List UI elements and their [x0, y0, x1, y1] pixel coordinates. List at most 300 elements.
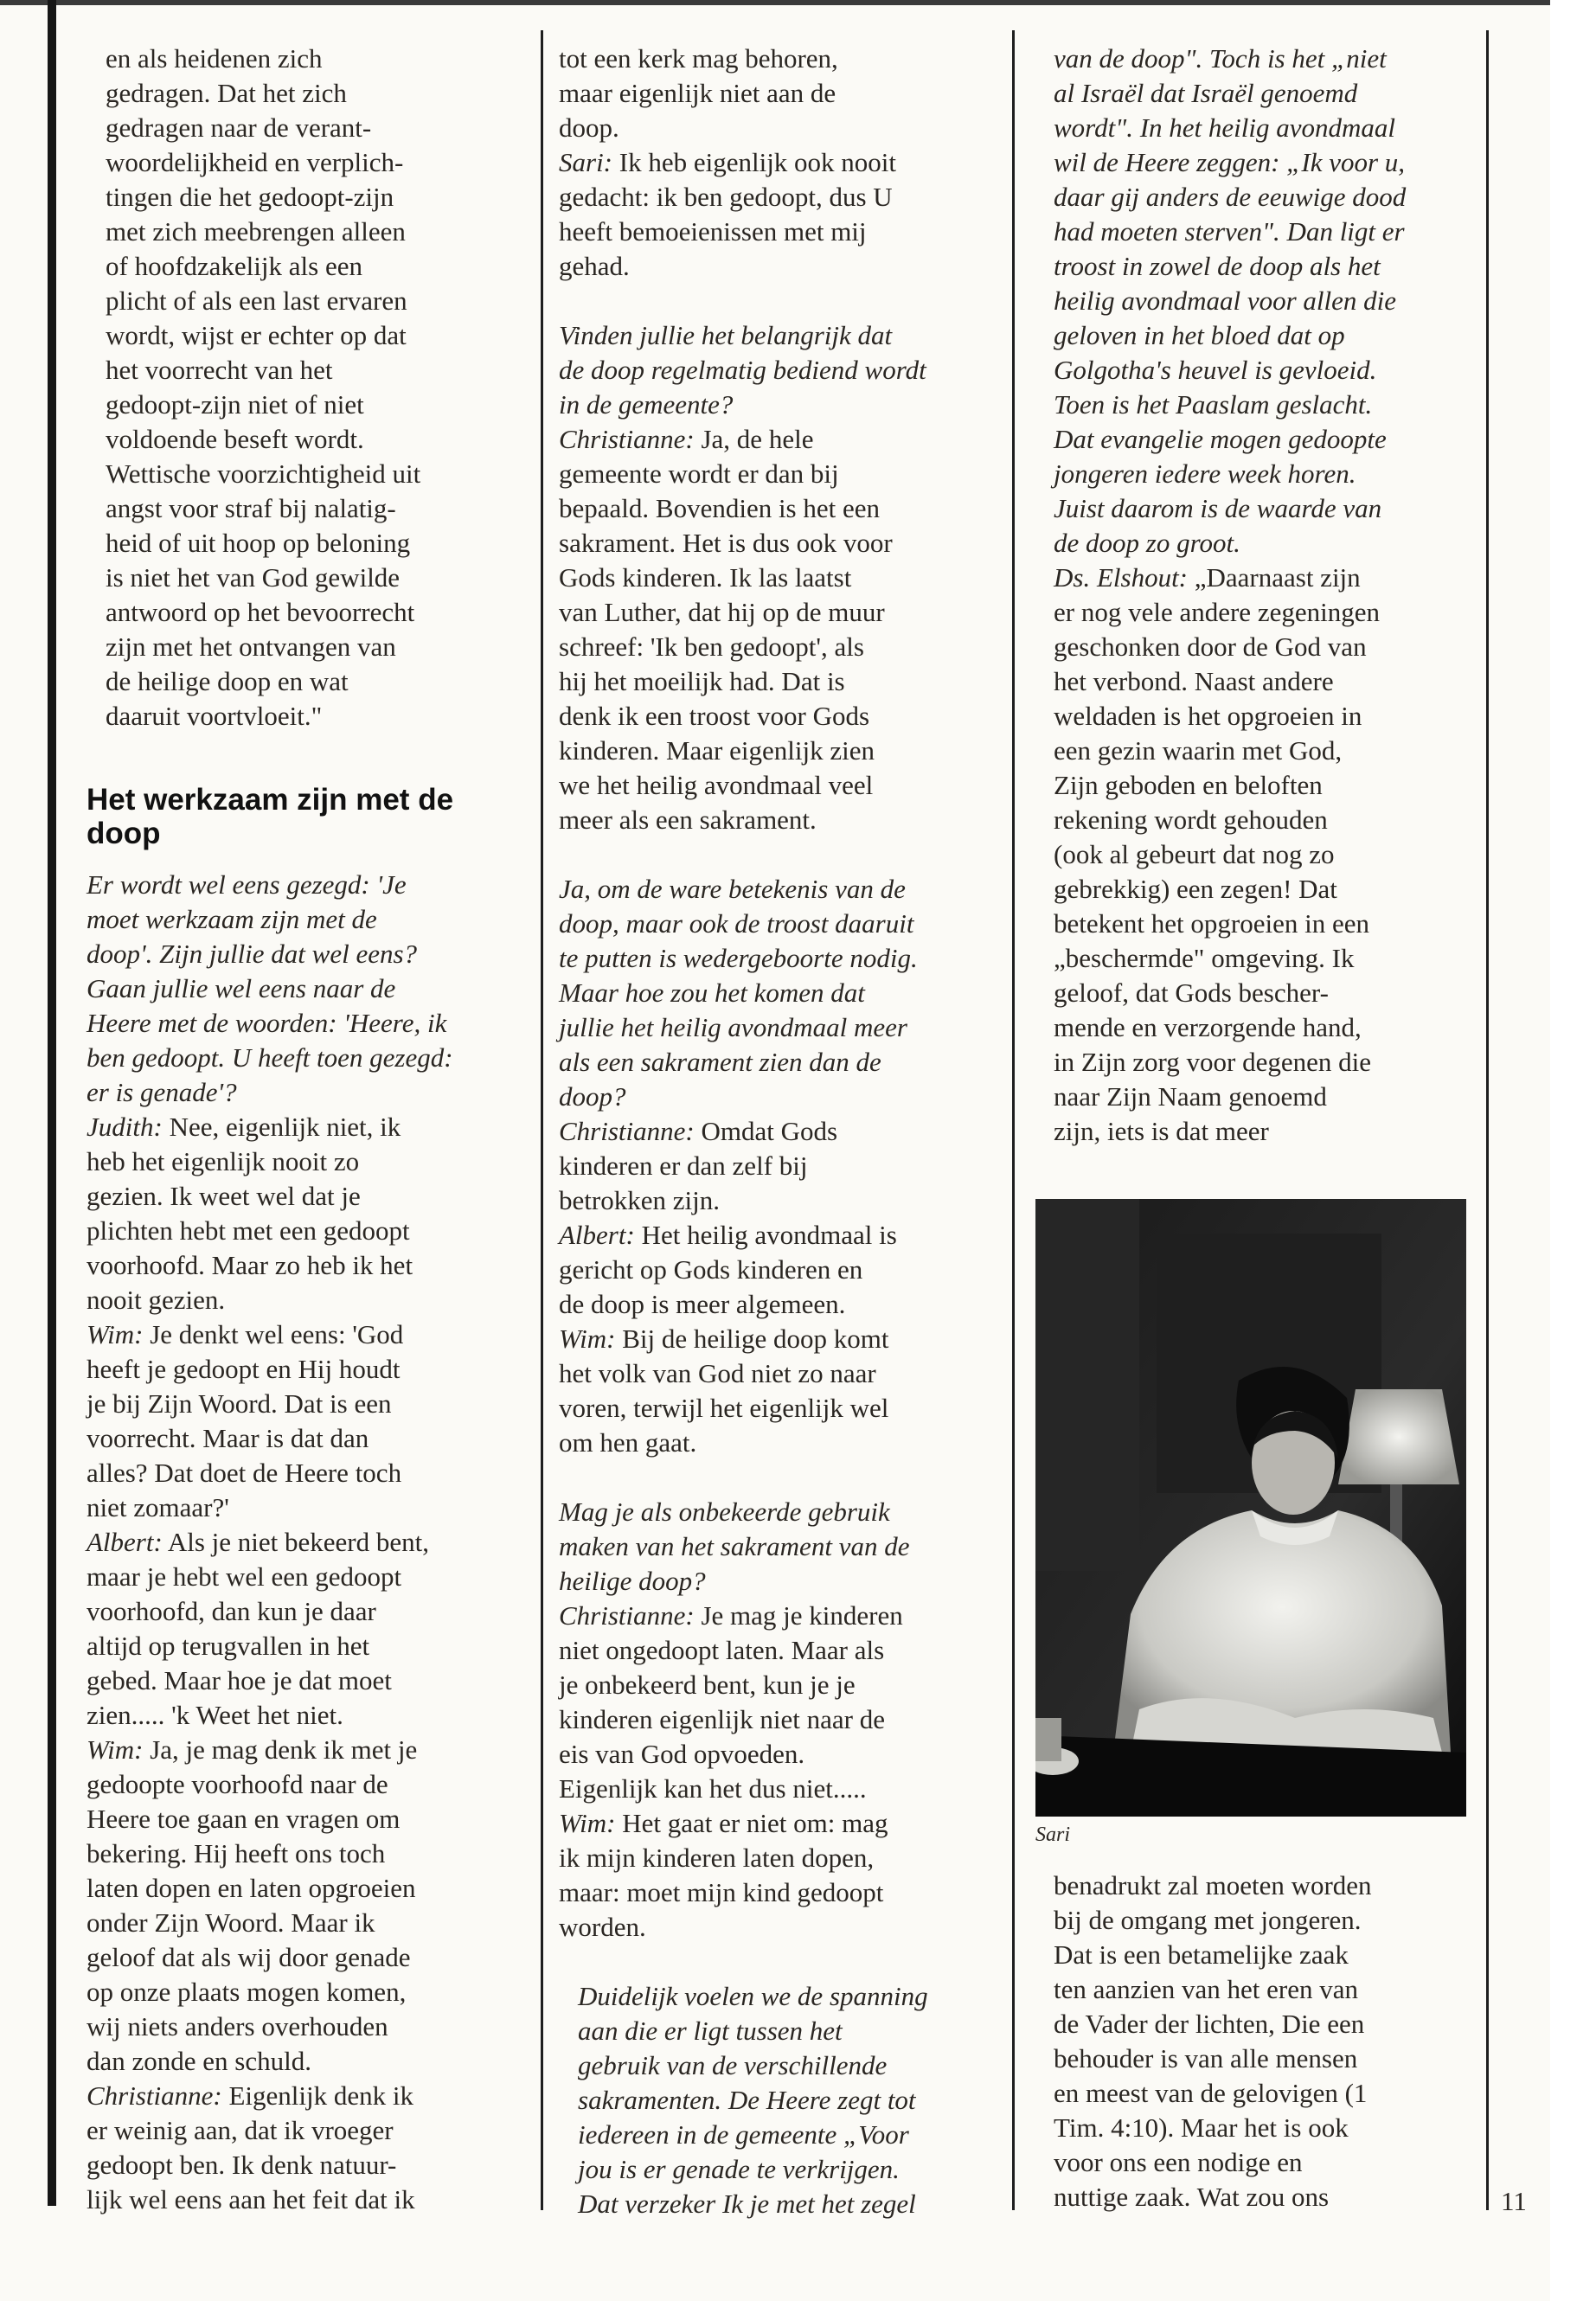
- body-text: gedoopte voorhoofd naar de: [87, 1769, 388, 1799]
- text-line: [1054, 837, 1406, 872]
- text-line: [559, 388, 926, 422]
- body-text: Het gaat er niet om: mag: [615, 1808, 888, 1838]
- body-text: voor ons een nodige en: [1054, 2147, 1303, 2177]
- text-line: [1054, 111, 1406, 145]
- text-line: [559, 1322, 926, 1356]
- body-text: hij het moeilijk had. Dat is: [559, 666, 845, 696]
- text-line: [559, 803, 926, 837]
- column-3-bottom: [1054, 1868, 1372, 2214]
- text-line: [87, 1283, 453, 1317]
- photo-sari: [1035, 1199, 1466, 1817]
- text-line: [87, 2009, 453, 2044]
- body-text: met zich meebrengen alleen: [106, 216, 406, 247]
- text-line: [559, 1287, 926, 1322]
- text-line: [559, 249, 926, 284]
- body-text: bekering. Hij heeft ons toch: [87, 1838, 386, 1868]
- body-text: Het heilig avondmaal is: [634, 1220, 897, 1250]
- text-line: [559, 1564, 926, 1599]
- column-rule-1: [541, 30, 543, 2210]
- text-line: [1054, 1938, 1372, 1972]
- body-text: gedragen. Dat het zich: [106, 78, 347, 108]
- body-text: niet ongedoopt laten. Maar als: [559, 1635, 885, 1665]
- body-text: Bij de heilige doop komt: [615, 1324, 889, 1354]
- column-1-top: [106, 42, 420, 768]
- text-line: [559, 1702, 926, 1737]
- text-line: [559, 422, 926, 457]
- text-line: [559, 941, 926, 976]
- text-line: [1054, 561, 1406, 595]
- text-line: [87, 1006, 453, 1041]
- body-text: niet zomaar?': [87, 1492, 229, 1522]
- text-line: [1054, 2007, 1372, 2041]
- text-line: [1054, 215, 1406, 249]
- italic-text: te putten is wedergeboorte nodig.: [559, 943, 918, 973]
- italic-text: jullie het heilig avondmaal meer: [559, 1012, 907, 1042]
- text-line: [559, 1356, 926, 1391]
- text-line: [106, 422, 420, 457]
- body-text: bepaald. Bovendien is het een: [559, 493, 881, 523]
- body-text: voldoende beseft wordt.: [106, 424, 364, 454]
- text-line: [1054, 1010, 1406, 1045]
- italic-text: Ja, om de ware betekenis van de: [559, 874, 906, 904]
- body-text: woordelijkheid en verplich-: [106, 147, 404, 177]
- text-line: [559, 1737, 926, 1772]
- text-line: [87, 1733, 453, 1767]
- body-text: en meest van de gelovigen (1: [1054, 2078, 1368, 2108]
- text-line: [1054, 457, 1406, 491]
- text-line: [559, 907, 926, 941]
- text-line: [106, 457, 420, 491]
- body-text: betrokken zijn.: [559, 1185, 720, 1215]
- text-line: [1054, 734, 1406, 768]
- text-line: [87, 937, 453, 971]
- text-line: [559, 837, 926, 872]
- text-line: [1054, 180, 1406, 215]
- body-text: plichten hebt met een gedoopt: [87, 1215, 410, 1246]
- text-line: [106, 145, 420, 180]
- text-line: [87, 1041, 453, 1075]
- text-line: [87, 1906, 453, 1940]
- italic-text: Wim:: [559, 1808, 616, 1838]
- italic-text: Gaan jullie wel eens naar de: [87, 973, 396, 1003]
- text-line: [106, 353, 420, 388]
- body-text: plicht of als een last ervaren: [106, 285, 407, 316]
- body-text: zijn met het ontvangen van: [106, 631, 396, 662]
- body-text: rekening wordt gehouden: [1054, 804, 1328, 835]
- text-line: [1054, 941, 1406, 976]
- text-line: [559, 561, 926, 595]
- body-text: antwoord op het bevoorrecht: [106, 597, 415, 627]
- italic-text: doop, maar ook de troost daaruit: [559, 908, 914, 939]
- text-line: [87, 1698, 453, 1733]
- body-text: je bij Zijn Woord. Dat is een: [87, 1388, 392, 1419]
- text-line: [106, 180, 420, 215]
- body-text: sakrament. Het is dus ook voor: [559, 528, 893, 558]
- body-text: kinderen. Maar eigenlijk zien: [559, 735, 875, 766]
- italic-text: in de gemeente?: [559, 389, 734, 420]
- text-line: [106, 318, 420, 353]
- text-line: [1054, 2180, 1372, 2214]
- text-line: [559, 1633, 926, 1668]
- body-text: Zijn geboden en beloften: [1054, 770, 1323, 800]
- text-line: [106, 595, 420, 630]
- text-line: [1054, 1868, 1372, 1903]
- text-line: [559, 1599, 926, 1633]
- text-line: [559, 1529, 926, 1564]
- text-line: [559, 1806, 926, 1841]
- body-text: heeft bemoeienissen met mij: [559, 216, 867, 247]
- text-line: [87, 1802, 453, 1836]
- body-text: het voorrecht van het: [106, 355, 333, 385]
- italic-text: Er wordt wel eens gezegd: 'Je: [87, 869, 407, 900]
- text-line: [578, 2118, 928, 2152]
- body-text: tot een kerk mag behoren,: [559, 43, 838, 74]
- italic-text: Albert:: [559, 1220, 635, 1250]
- body-text: Nee, eigenlijk niet, ik: [162, 1112, 401, 1142]
- text-line: [559, 1495, 926, 1529]
- italic-text: de doop zo groot.: [1054, 528, 1240, 558]
- text-line: [1054, 422, 1406, 457]
- italic-text: sakramenten. De Heere zegt tot: [578, 2085, 916, 2115]
- text-line: [106, 699, 420, 734]
- body-text: altijd op terugvallen in het: [87, 1631, 370, 1661]
- text-line: [1054, 1972, 1372, 2007]
- body-text: en als heidenen zich: [106, 43, 323, 74]
- text-line: [1054, 872, 1406, 907]
- body-text: Heere toe gaan en vragen om: [87, 1804, 401, 1834]
- column-2-bottom: [578, 1979, 928, 2221]
- body-text: kinderen er dan zelf bij: [559, 1150, 808, 1181]
- body-text: lijk wel eens aan het feit dat ik: [87, 2184, 415, 2214]
- text-line: [559, 145, 926, 180]
- text-line: [1054, 2111, 1372, 2145]
- italic-text: van de doop". Toch is het „niet: [1054, 43, 1387, 74]
- text-line: [87, 1248, 453, 1283]
- body-text: voren, terwijl het eigenlijk wel: [559, 1393, 889, 1423]
- text-line: [578, 2152, 928, 2187]
- text-line: [87, 1594, 453, 1629]
- body-text: kinderen eigenlijk niet naar de: [559, 1704, 886, 1734]
- text-line: [559, 1114, 926, 1149]
- text-line: [578, 1979, 928, 2014]
- italic-text: Maar hoe zou het komen dat: [559, 977, 865, 1008]
- text-line: [559, 491, 926, 526]
- italic-text: er is genade'?: [87, 1077, 237, 1107]
- body-text: maar je hebt wel een gedoopt: [87, 1561, 402, 1592]
- body-text: gehad.: [559, 251, 630, 281]
- italic-text: Christianne:: [559, 1116, 695, 1146]
- text-line: [1054, 284, 1406, 318]
- page-number: 11: [1501, 2186, 1527, 2216]
- body-text: is niet het van God gewilde: [106, 562, 401, 593]
- italic-text: jou is er genade te verkrijgen.: [578, 2154, 900, 2184]
- body-text: tingen die het gedoopt-zijn: [106, 182, 394, 212]
- text-line: [106, 526, 420, 561]
- body-text: (ook al gebeurt dat nog zo: [1054, 839, 1335, 869]
- body-text: eis van God opvoeden.: [559, 1739, 805, 1769]
- text-line: [1054, 2145, 1372, 2180]
- italic-text: had moeten sterven". Dan ligt er: [1054, 216, 1405, 247]
- text-line: [87, 1871, 453, 1906]
- body-text: maar eigenlijk niet aan de: [559, 78, 836, 108]
- italic-text: Christianne:: [559, 1600, 695, 1631]
- body-text: geschonken door de God van: [1054, 631, 1367, 662]
- text-line: [559, 630, 926, 664]
- italic-text: Sari:: [559, 147, 612, 177]
- body-text: angst voor straf bij nalatig-: [106, 493, 396, 523]
- text-line: [87, 2148, 453, 2182]
- text-line: [578, 2048, 928, 2083]
- text-line: [106, 215, 420, 249]
- body-text: voorhoofd. Maar zo heb ik het: [87, 1250, 413, 1280]
- italic-text: Wim:: [87, 1734, 144, 1765]
- body-text: betekent het opgroeien in een: [1054, 908, 1369, 939]
- body-text: Eigenlijk kan het dus niet.....: [559, 1773, 867, 1804]
- italic-text: Dat verzeker Ik je met het zegel: [578, 2189, 916, 2219]
- text-line: [559, 353, 926, 388]
- italic-text: jongeren iedere week horen.: [1054, 458, 1356, 489]
- text-line: [559, 976, 926, 1010]
- text-line: [559, 1460, 926, 1495]
- text-line: [1054, 318, 1406, 353]
- italic-text: Juist daarom is de waarde van: [1054, 493, 1382, 523]
- body-text: zijn, iets is dat meer: [1054, 1116, 1269, 1146]
- text-line: [559, 318, 926, 353]
- text-line: [1054, 768, 1406, 803]
- text-line: [87, 1352, 453, 1387]
- text-line: [106, 491, 420, 526]
- text-line: [106, 76, 420, 111]
- body-text: onder Zijn Woord. Maar ik: [87, 1907, 375, 1938]
- body-text: we het heilig avondmaal veel: [559, 770, 874, 800]
- body-text: Als je niet bekeerd bent,: [162, 1527, 429, 1557]
- body-text: bij de omgang met jongeren.: [1054, 1905, 1362, 1935]
- column-rule-3: [1486, 30, 1489, 2210]
- body-text: worden.: [559, 1912, 646, 1942]
- body-text: van Luther, dat hij op de muur: [559, 597, 885, 627]
- italic-text: Heere met de woorden: 'Heere, ik: [87, 1008, 447, 1038]
- scan-left-edge: [48, 0, 56, 2206]
- italic-text: ben gedoopt. U heeft toen gezegd:: [87, 1042, 453, 1073]
- text-line: [559, 76, 926, 111]
- text-line: [559, 180, 926, 215]
- text-line: [1054, 2041, 1372, 2076]
- italic-text: gebruik van de verschillende: [578, 2050, 888, 2080]
- body-text: alles? Dat doet de Heere toch: [87, 1458, 402, 1488]
- body-text: gedoopt ben. Ik denk natuur-: [87, 2150, 397, 2180]
- text-line: [1054, 76, 1406, 111]
- body-text: de doop is meer algemeen.: [559, 1289, 846, 1319]
- italic-text: Wim:: [87, 1319, 144, 1349]
- text-line: [106, 561, 420, 595]
- body-text: voorrecht. Maar is dat dan: [87, 1423, 369, 1453]
- text-line: [87, 868, 453, 902]
- text-line: [87, 1179, 453, 1214]
- column-3-top: [1054, 42, 1406, 1149]
- text-line: [1054, 976, 1406, 1010]
- text-line: [559, 1253, 926, 1287]
- italic-text: al Israël dat Israël genoemd: [1054, 78, 1358, 108]
- italic-text: Wim:: [559, 1324, 616, 1354]
- text-line: [87, 2044, 453, 2079]
- text-line: [106, 664, 420, 699]
- text-line: [87, 2113, 453, 2148]
- text-line: [559, 1945, 926, 1979]
- scan-right-margin: [1550, 0, 1596, 2301]
- column-rule-2: [1012, 30, 1015, 2210]
- body-text: meer als een sakrament.: [559, 804, 817, 835]
- text-line: [87, 1767, 453, 1802]
- body-text: daaruit voortvloeit.": [106, 701, 323, 731]
- text-line: [578, 2187, 928, 2221]
- text-line: [559, 768, 926, 803]
- text-line: [87, 1421, 453, 1456]
- body-text: of hoofdzakelijk als een: [106, 251, 362, 281]
- italic-text: Dat evangelie mogen gedoopte: [1054, 424, 1387, 454]
- italic-text: Golgotha's heuvel is gevloeid.: [1054, 355, 1377, 385]
- body-text: maar: moet mijn kind gedoopt: [559, 1877, 884, 1907]
- text-line: [87, 2182, 453, 2217]
- text-line: [87, 1629, 453, 1663]
- italic-text: moet werkzaam zijn met de: [87, 904, 377, 934]
- text-line: [106, 388, 420, 422]
- italic-text: Albert:: [87, 1527, 163, 1557]
- text-line: [87, 1075, 453, 1110]
- text-line: [87, 902, 453, 937]
- italic-text: wil de Heere zeggen: „Ik voor u,: [1054, 147, 1406, 177]
- text-line: [87, 1525, 453, 1560]
- text-line: [559, 734, 926, 768]
- text-line: [1054, 491, 1406, 526]
- text-line: [1054, 1045, 1406, 1080]
- italic-text: aan die er ligt tussen het: [578, 2016, 843, 2046]
- text-line: [559, 457, 926, 491]
- text-line: [87, 1490, 453, 1525]
- italic-text: als een sakrament zien dan de: [559, 1047, 881, 1077]
- text-line: [1054, 145, 1406, 180]
- text-line: [559, 526, 926, 561]
- body-text: doop.: [559, 112, 619, 143]
- italic-text: Vinden jullie het belangrijk dat: [559, 320, 893, 350]
- body-text: ik mijn kinderen laten dopen,: [559, 1843, 875, 1873]
- body-text: voorhoofd, dan kun je daar: [87, 1596, 376, 1626]
- italic-text: Christianne:: [87, 2080, 222, 2111]
- text-line: [559, 1010, 926, 1045]
- text-line: [559, 1149, 926, 1183]
- body-text: geloof dat als wij door genade: [87, 1942, 411, 1972]
- body-text: er nog vele andere zegeningen: [1054, 597, 1380, 627]
- text-line: [1054, 42, 1406, 76]
- text-line: [87, 1110, 453, 1144]
- body-text: in Zijn zorg voor degenen die: [1054, 1047, 1372, 1077]
- text-line: [1054, 595, 1406, 630]
- body-text: Je mag je kinderen: [694, 1600, 903, 1631]
- text-line: [559, 1218, 926, 1253]
- body-text: een gezin waarin met God,: [1054, 735, 1343, 766]
- body-text: gebrekkig) een zegen! Dat: [1054, 874, 1337, 904]
- text-line: [106, 249, 420, 284]
- text-line: [1054, 2076, 1372, 2111]
- body-text: nuttige zaak. Wat zou ons: [1054, 2182, 1330, 2212]
- text-line: [559, 1668, 926, 1702]
- body-text: er weinig aan, dat ik vroeger: [87, 2115, 394, 2145]
- text-line: [559, 42, 926, 76]
- body-text: ten aanzien van het eren van: [1054, 1974, 1359, 2004]
- body-text: Tim. 4:10). Maar het is ook: [1054, 2112, 1349, 2143]
- italic-text: iedereen in de gemeente „Voor: [578, 2119, 909, 2150]
- body-text: gericht op Gods kinderen en: [559, 1254, 863, 1285]
- italic-text: doop'. Zijn jullie dat wel eens?: [87, 939, 418, 969]
- body-text: Ik heb eigenlijk ook nooit: [612, 147, 897, 177]
- text-line: [578, 2014, 928, 2048]
- text-line: [1054, 630, 1406, 664]
- body-text: Wettische voorzichtigheid uit: [106, 458, 421, 489]
- body-text: gebed. Maar hoe je dat moet: [87, 1665, 392, 1695]
- text-line: [106, 734, 420, 768]
- text-line: [559, 595, 926, 630]
- column-1-bottom: [87, 868, 453, 2217]
- text-line: [578, 2083, 928, 2118]
- text-line: [1054, 699, 1406, 734]
- body-text: laten dopen en laten opgroeien: [87, 1873, 416, 1903]
- italic-text: Duidelijk voelen we de spanning: [578, 1981, 928, 2011]
- text-line: [106, 630, 420, 664]
- text-line: [87, 2079, 453, 2113]
- text-line: [87, 1317, 453, 1352]
- text-line: [559, 1080, 926, 1114]
- body-text: denk ik een troost voor Gods: [559, 701, 870, 731]
- text-line: [87, 1975, 453, 2009]
- text-line: [1054, 664, 1406, 699]
- text-line: [87, 1387, 453, 1421]
- text-line: [559, 1841, 926, 1875]
- text-line: [87, 971, 453, 1006]
- body-text: Dat is een betamelijke zaak: [1054, 1939, 1349, 1970]
- body-text: behouder is van alle mensen: [1054, 2043, 1358, 2073]
- text-line: [1054, 353, 1406, 388]
- text-line: [559, 664, 926, 699]
- body-text: weldaden is het opgroeien in: [1054, 701, 1362, 731]
- photo-caption: Sari: [1035, 1823, 1071, 1846]
- text-line: [106, 284, 420, 318]
- text-line: [87, 1663, 453, 1698]
- italic-text: troost in zowel de doop als het: [1054, 251, 1381, 281]
- section-heading: Het werkzaam zijn met de doop: [87, 783, 454, 850]
- text-line: [87, 1144, 453, 1179]
- body-text: heb het eigenlijk nooit zo: [87, 1146, 360, 1176]
- text-line: [559, 215, 926, 249]
- text-line: [559, 1426, 926, 1460]
- body-text: wij niets anders overhouden: [87, 2011, 388, 2041]
- body-text: gemeente wordt er dan bij: [559, 458, 839, 489]
- italic-text: Judith:: [87, 1112, 163, 1142]
- body-text: nooit gezien.: [87, 1285, 226, 1315]
- body-text: dan zonde en schuld.: [87, 2046, 311, 2076]
- body-text: Ja, de hele: [694, 424, 814, 454]
- text-line: [106, 42, 420, 76]
- text-line: [559, 1183, 926, 1218]
- text-line: [559, 1045, 926, 1080]
- text-line: [559, 1875, 926, 1910]
- text-line: [559, 1391, 926, 1426]
- body-text: geloof, dat Gods bescher-: [1054, 977, 1329, 1008]
- text-line: [87, 1560, 453, 1594]
- italic-text: Christianne:: [559, 424, 695, 454]
- text-line: [1054, 907, 1406, 941]
- body-text: Eigenlijk denk ik: [221, 2080, 414, 2111]
- italic-text: Mag je als onbekeerde gebruik: [559, 1497, 890, 1527]
- body-text: het volk van God niet zo naar: [559, 1358, 876, 1388]
